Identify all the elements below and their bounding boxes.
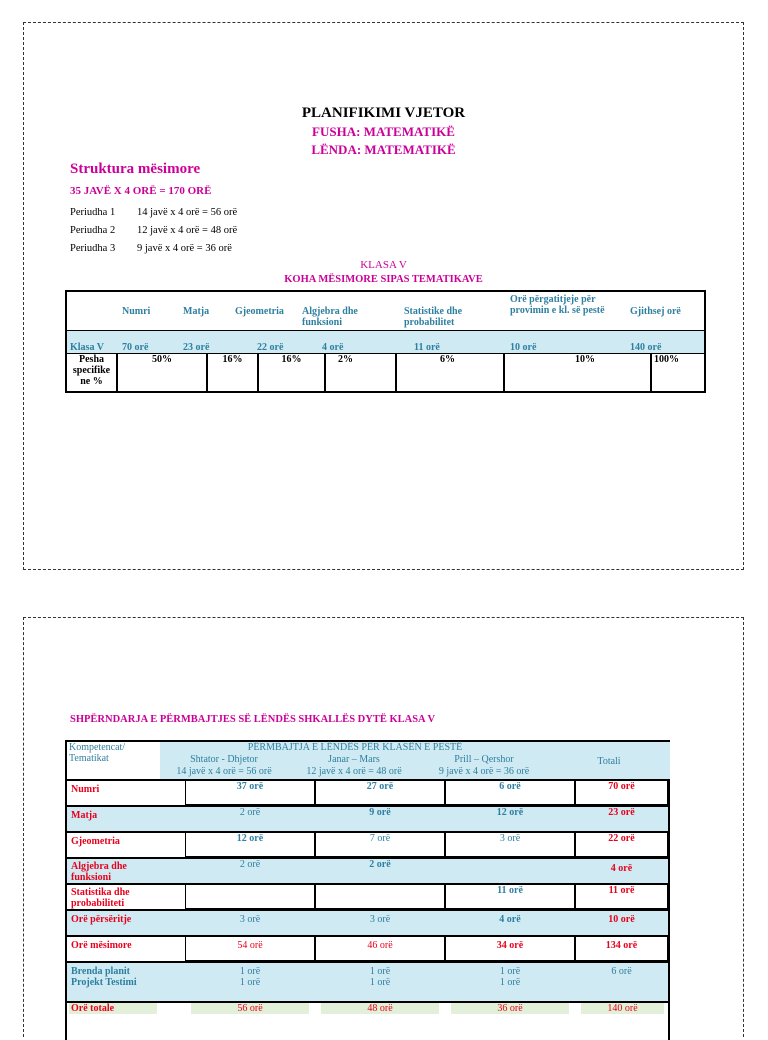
cell: 9 orë (369, 807, 391, 818)
row-label-numri: Numri (71, 784, 100, 795)
weight-gjithsej: 100% (654, 354, 679, 365)
weight-numri: 50% (118, 354, 208, 393)
row-total: 4 orë (610, 863, 633, 874)
subject-heading: LËNDA: MATEMATIKË (311, 142, 456, 157)
header-matja: Matja (183, 306, 210, 317)
hours-row (67, 330, 704, 354)
weights-row (67, 354, 704, 393)
cell: 27 orë (315, 781, 445, 805)
table-row (67, 781, 668, 805)
distribution-title: SHPËRNDARJA E PËRMBAJTJES SË LËNDËS SHKALLËS DYTË KLASA V (70, 714, 436, 725)
cell: 11 orë (445, 885, 575, 909)
period-1-value: 14 javë x 4 orë = 56 orë (137, 207, 238, 218)
hours-pergatitje: 10 orë (510, 342, 537, 353)
cell: 3 orë (239, 914, 261, 925)
row-label-totale: Orë totale (69, 1003, 157, 1014)
table-row (67, 911, 668, 935)
row-total: 70 orë (575, 781, 668, 805)
weight-statistike: 6% (397, 354, 505, 393)
cell: 12 orë (496, 807, 524, 818)
hours-gjeometria: 22 orë (257, 342, 284, 353)
period-3-detail: 9 javë x 4 orë = 36 orë (438, 766, 530, 777)
cell: 3 orë (369, 914, 391, 925)
period-1-header: Shtator - Dhjetor (190, 754, 258, 765)
period-3-name: Periudha 3 (70, 243, 116, 254)
total-header: Totali (597, 756, 621, 767)
row-total: 10 orë (608, 914, 635, 925)
cell: 4 orë (499, 914, 521, 925)
cell: 12 orë (185, 833, 315, 857)
weights-row-label: Pesha specifike ne % (67, 354, 118, 393)
document-title: PLANIFIKIMI VJETOR (301, 105, 466, 121)
cell: 34 orë (445, 937, 575, 961)
class-label: KLASA V (360, 259, 407, 271)
period-2-header: Janar – Mars (328, 754, 380, 765)
content-group-header: PËRMBAJTJA E LËNDËS PËR KLASËN E PESTË (247, 742, 463, 753)
header-numri: Numri (122, 306, 151, 317)
cell: 1 orë 1 orë (369, 966, 391, 988)
header-pergatitje: Orë përgatitjeje për provimin e kl. së pestë (510, 294, 605, 316)
table-row (67, 859, 668, 883)
cell: 2 orë (369, 859, 391, 870)
cell: 2 orë (239, 859, 261, 870)
structure-heading: Struktura mësimore (70, 161, 201, 177)
hours-numri: 70 orë (122, 342, 149, 353)
table-row (67, 807, 668, 831)
table-row (67, 963, 668, 1001)
corner-label: Kompetencat/ Tematikat (69, 742, 126, 764)
field-heading: FUSHA: MATEMATIKË (312, 124, 455, 139)
row-label-algjebra: Algjebra dhe funksioni (71, 861, 127, 883)
cell: 48 orë (321, 1003, 439, 1014)
row-label-gjeometria: Gjeometria (71, 836, 120, 847)
weight-pergatitje: 10% (505, 354, 652, 393)
cell: 36 orë (451, 1003, 569, 1014)
period-3-value: 9 javë x 4 orë = 36 orë (137, 243, 232, 254)
page-two (23, 617, 744, 1037)
weight-algjebra: 2% (326, 354, 397, 393)
header-gjithsej: Gjithsej orë (630, 306, 681, 317)
cell: 2 orë (239, 807, 261, 818)
content-distribution-table (65, 740, 670, 1040)
table-row (67, 833, 668, 857)
row-total: 140 orë (581, 1003, 664, 1014)
hours-row-label: Klasa V (70, 342, 104, 353)
cell: 56 orë (191, 1003, 309, 1014)
cell: 6 orë (445, 781, 575, 805)
cell (185, 885, 315, 909)
cell: 1 orë 1 orë (239, 966, 261, 988)
header-statistike: Statistike dhe probabilitet (404, 306, 463, 328)
cell: 3 orë (445, 833, 575, 857)
period-3-header: Prill – Qershor (454, 754, 514, 765)
period-2-detail: 12 javë x 4 orë = 48 orë (306, 766, 402, 777)
row-total: 134 orë (575, 937, 668, 961)
row-total: 11 orë (575, 885, 668, 909)
row-total: 6 orë (611, 966, 632, 977)
table-header-row (67, 292, 704, 330)
row-total: 22 orë (575, 833, 668, 857)
row-total: 23 orë (608, 807, 635, 818)
hours-statistike: 11 orë (414, 342, 440, 353)
header-gjeometria: Gjeometria (235, 306, 284, 317)
row-label-matja: Matja (71, 810, 98, 821)
table-row (67, 1003, 668, 1019)
hours-gjithsej: 140 orë (630, 342, 662, 353)
hours-algjebra: 4 orë (322, 342, 344, 353)
page-one (23, 22, 744, 570)
cell (315, 885, 445, 909)
hours-matja: 23 orë (183, 342, 210, 353)
cell: 54 orë (185, 937, 315, 961)
row-label-statistika: Statistika dhe probabiliteti (71, 887, 130, 909)
table-row (67, 885, 668, 909)
period-2-value: 12 javë x 4 orë = 48 orë (137, 225, 238, 236)
row-label-mesimore: Orë mësimore (71, 940, 132, 951)
weight-matja: 16% (208, 354, 259, 393)
row-label-brenda-planit: Brenda planit Projekt Testimi (71, 966, 137, 988)
row-label-perseritje: Orë përsëritje (71, 914, 132, 925)
period-1-detail: 14 javë x 4 orë = 56 orë (176, 766, 272, 777)
cell: 1 orë 1 orë (499, 966, 521, 988)
cell: 37 orë (185, 781, 315, 805)
header-algjebra: Algjebra dhe funksioni (302, 306, 358, 328)
hours-by-topic-table (65, 290, 706, 393)
period-2-name: Periudha 2 (70, 225, 116, 236)
table-title: KOHA MËSIMORE SIPAS TEMATIKAVE (284, 274, 483, 285)
period-1-name: Periudha 1 (70, 207, 116, 218)
table-row (67, 937, 668, 961)
weight-gjeometria: 16% (259, 354, 326, 393)
structure-summary: 35 JAVË X 4 ORË = 170 ORË (70, 185, 212, 197)
cell: 46 orë (315, 937, 445, 961)
cell: 7 orë (315, 833, 445, 857)
